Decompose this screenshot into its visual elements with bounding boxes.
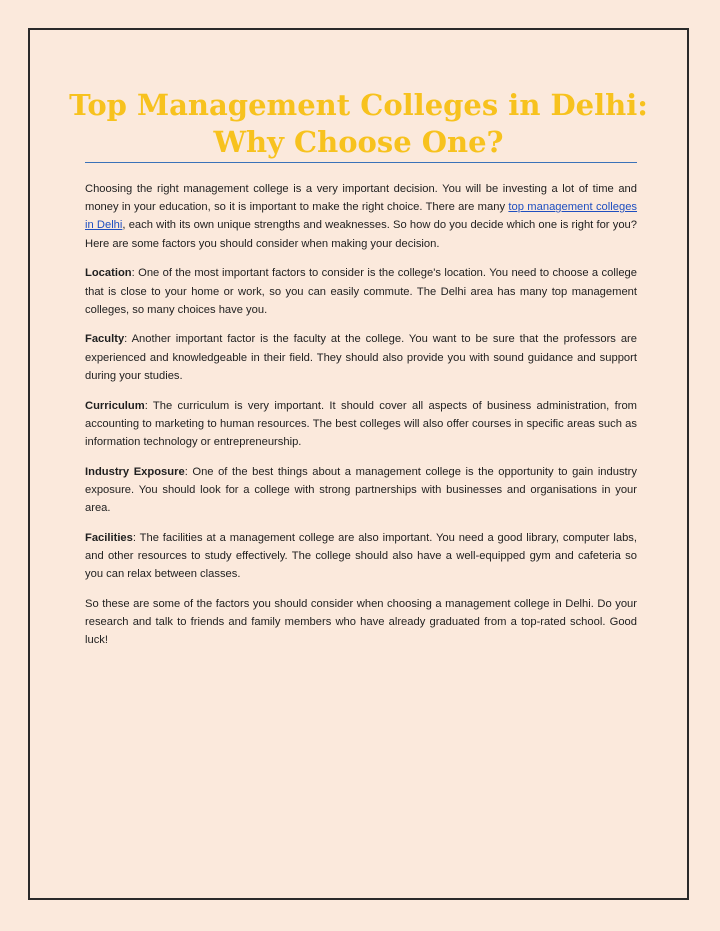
factor-text: : The facilities at a management college are also important. You need a good library, computer labs, and other resources to study effectively. The college should also have a well-equipped gym and cafeteria so you can relax between classes. xyxy=(85,531,637,581)
factor-heading: Industry Exposure xyxy=(85,465,185,478)
factor-text: : Another important factor is the faculty at the college. You want to be sure that the professors are experienced and knowledgeable in their field. They should also provide you with sound guidance and support during your studies. xyxy=(85,333,637,382)
title-divider xyxy=(85,162,637,163)
factor-heading: Faculty xyxy=(85,333,125,346)
intro-paragraph xyxy=(85,180,637,253)
factor-text: : One of the best things about a management college is the opportunity to gain industry exposure. You should look for a college with strong partnerships with businesses and organisations in your area. xyxy=(85,465,637,515)
page-title xyxy=(30,87,687,161)
conclusion-paragraph: So these are some of the factors you should consider when choosing a management college in Delhi. Do your research and talk to friends and family members who have already graduated from a top-rated school. Good luck! xyxy=(85,597,637,647)
article-body xyxy=(85,180,637,661)
intro-text-start: Choosing the right management college is a very important decision. You will be investing a lot of time and money in your education, so it is important to make the right choice. There are many xyxy=(85,183,637,214)
factor-text: : The curriculum is very important. It should cover all aspects of business administration, from accounting to marketing to human resources. The best colleges will also offer courses in specific areas such as information technology or entrepreneurship. xyxy=(85,399,637,448)
factor-paragraph-location xyxy=(85,264,637,319)
colleges-link[interactable]: top management colleges in Delhi xyxy=(85,201,638,232)
factor-paragraph-curriculum xyxy=(85,397,637,452)
factor-paragraph-faculty xyxy=(85,330,637,385)
title-line-2: Why Choose One? xyxy=(213,125,504,159)
factor-heading: Curriculum xyxy=(85,399,145,412)
factor-heading: Location xyxy=(85,267,132,280)
factor-paragraph-industry-exposure xyxy=(85,463,637,518)
title-line-1: Top Management Colleges in Delhi: xyxy=(69,88,648,122)
factor-paragraph-facilities xyxy=(85,529,637,584)
factor-text: : One of the most important factors to consider is the college's location. You need to choose a college that is close to your home or work, so you can easily commute. The Delhi area has many top management colleges, so many choices have you. xyxy=(85,267,637,316)
factor-heading: Facilities xyxy=(85,531,133,544)
intro-text-end: , each with its own unique strengths and weaknesses. So how do you decide which one is right for you? Here are some factors you should consider when making your decision. xyxy=(85,219,637,250)
page-frame xyxy=(28,28,689,900)
